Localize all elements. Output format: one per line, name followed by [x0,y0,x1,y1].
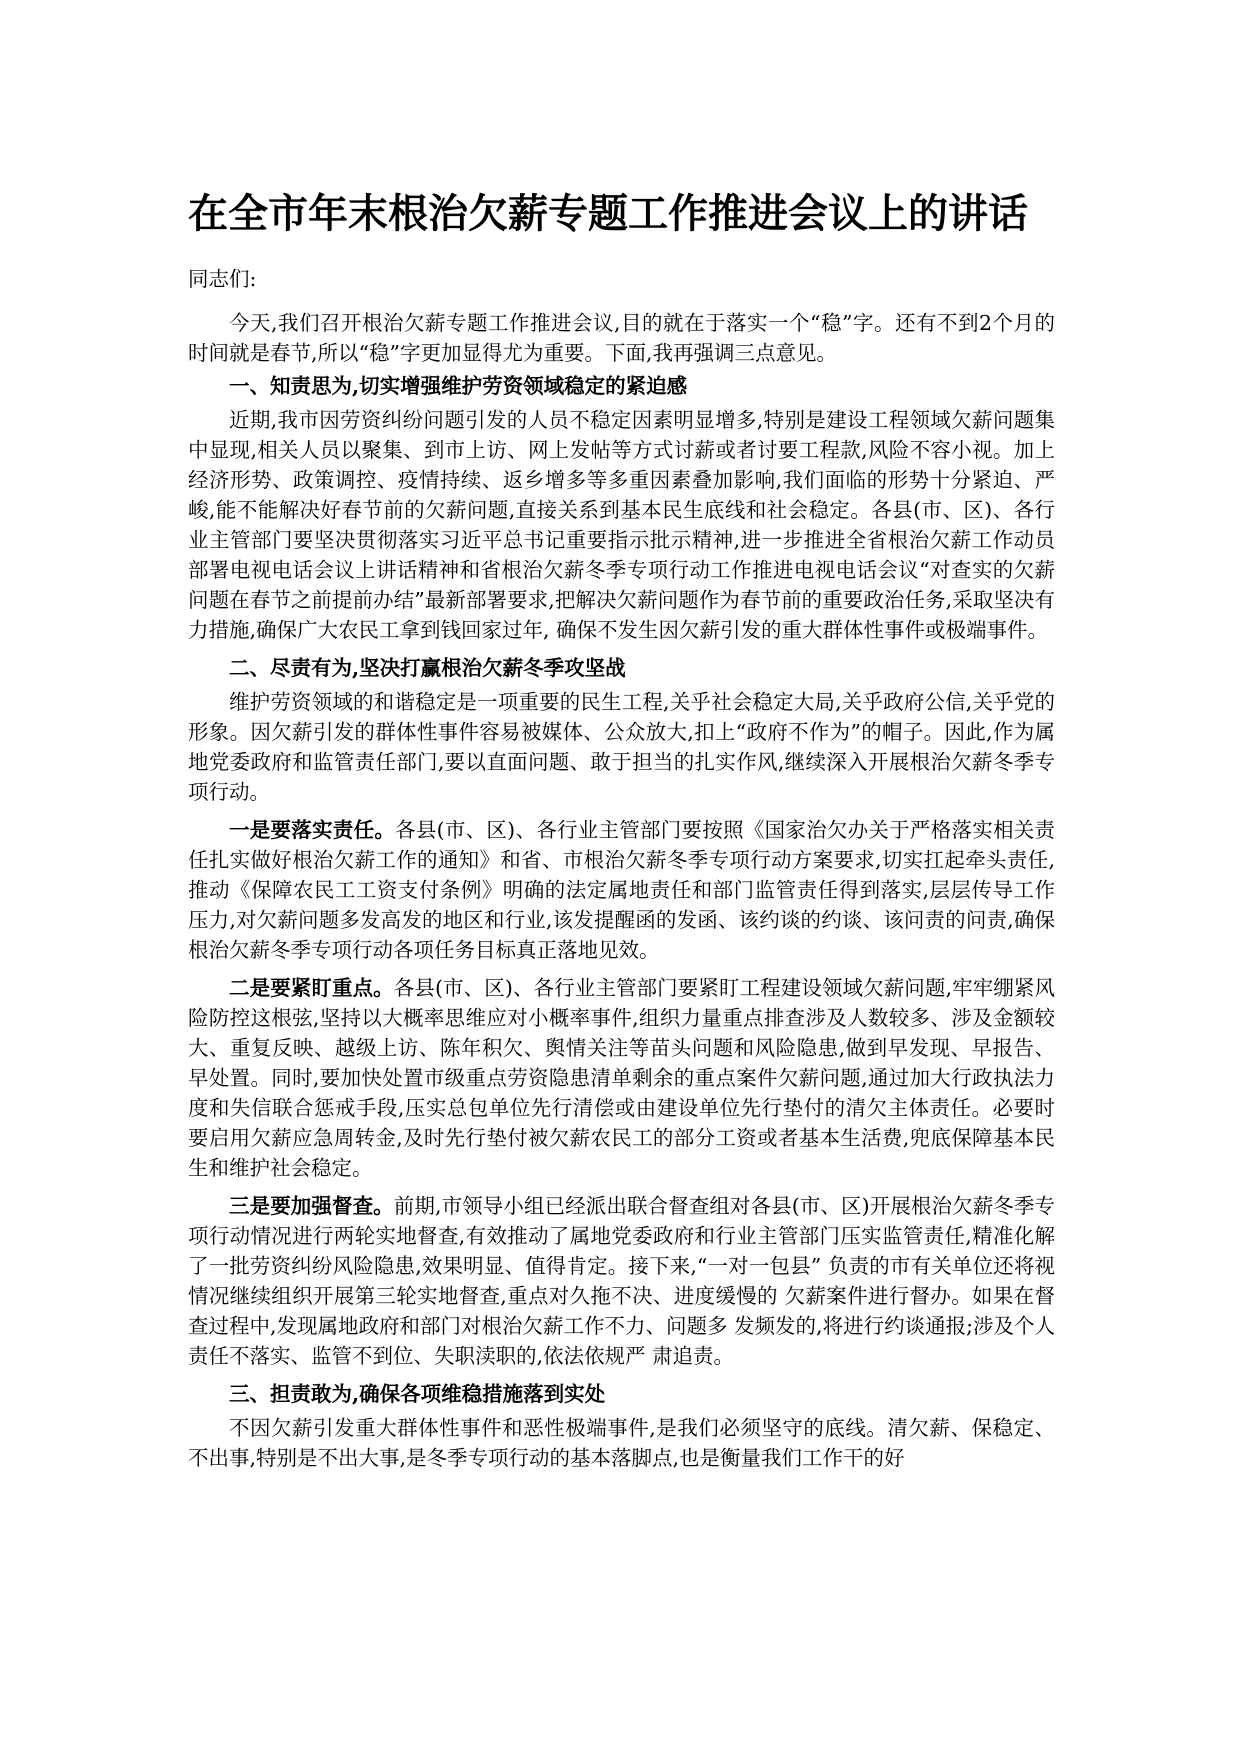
intro-paragraph: 今天,我们召开根治欠薪专题工作推进会议,目的就在于落实一个“稳”字。还有不到2个月的时间就是春节,所以“稳”字更加显得尤为重要。下面,我再强调三点意见。 [188,311,1055,365]
item-2-body: 各县(市、区)、各行业主管部门要紧盯工程建设领域欠薪问题,牢牢绷紧风险防控这根弦,坚持以大概率思维应对小概率事件,组织力量重点排查涉及人数较多、涉及金额较大、重复反映、越级上访、陈年积欠、舆情关注等苗头问题和风险隐患,做到早发现、早报告、早处置。同时,要加快处置市级重点劳资隐患清单剩余的重点案件欠薪问题,通过加大行政执法力度和失信联合惩戒手段,压实总包单位先行清偿或由建设单位先行垫付的清欠主体责任。必要时要启用欠薪应急周转金,及时先行垫付被欠薪农民工的部分工资或者基本生活费,兜底保障基本民生和维护社会稳定。 [188,976,1055,1180]
document-title: 在全市年末根治欠薪专题工作推进会议上的讲话 [188,190,1028,237]
section-2-item-2 [188,973,1055,1183]
section-2-item-3 [188,1191,1055,1371]
section-2-item-1 [188,815,1055,965]
section-2-heading: 二、尽责有为,坚决打赢根治欠薪冬季攻坚战 [229,656,626,680]
item-1-lead: 一是要落实责任。 [229,818,396,842]
section-1-paragraph: 近期,我市因劳资纠纷问题引发的人员不稳定因素明显增多,特别是建设工程领域欠薪问题集中显现,相关人员以聚集、到市上访、网上发帖等方式讨薪或者讨要工程款,风险不容小视。加上经济形势、政策调控、疫情持续、返乡增多等多重因素叠加影响,我们面临的形势十分紧迫、严峻,能不能解决好春节前的欠薪问题,直接关系到基本民生底线和社会稳定。各县(市、区)、各行业主管部门要坚决贯彻落实习近平总书记重要指示批示精神,进一步推进全省根治欠薪工作动员部署电视电话会议上讲话精神和省根治欠薪冬季专项行动工作推进电视电话会议“对查实的欠薪问题在春节之前提前办结”最新部署要求,把解决欠薪问题作为春节前的重要政治任务,采取坚决有力措施,确保广大农民工拿到钱回家过年, 确保不发生因欠薪引发的重大群体性事件或极端事件。 [188,408,1055,642]
item-1-body: 各县(市、区)、各行业主管部门要按照《国家治欠办关于严格落实相关责任扎实做好根治欠薪工作的通知》和省、市根治欠薪冬季专项行动方案要求,切实扛起牵头责任,推动《保障农民工工资支付条例》明确的法定属地责任和部门监管责任得到落实,层层传导工作压力,对欠薪问题多发高发的地区和行业,该发提醒函的发函、该约谈的约谈、该问责的问责,确保根治欠薪冬季专项行动各项任务目标真正落地见效。 [188,818,1056,962]
section-1-heading: 一、知责思为,切实增强维护劳资领域稳定的紧迫感 [229,374,688,398]
salutation: 同志们: [188,267,257,291]
section-3-heading: 三、担责敢为,确保各项维稳措施落到实处 [229,1382,606,1406]
item-3-body: 前期,市领导小组已经派出联合督查组对各县(市、区)开展根治欠薪冬季专项行动情况进行两轮实地督查,有效推动了属地党委政府和行业主管部门压实监管责任,精准化解了一批劳资纠纷风险隐患,效果明显、值得肯定。接下来,“一对一包县” 负责的市有关单位还将视情况继续组织开展第三轮实地督查,重点对久拖不决、进度缓慢的 欠薪案件进行督办。如果在督查过程中,发现属地政府和部门对根治欠薪工作不力、问题多 发频发的,将进行约谈通报;涉及个人责任不落实、监管不到位、失职渎职的,依法依规严 肃追责。 [188,1194,1055,1368]
section-2-paragraph: 维护劳资领域的和谐稳定是一项重要的民生工程,关乎社会稳定大局,关乎政府公信,关乎党的形象。因欠薪引发的群体性事件容易被媒体、公众放大,扣上“政府不作为”的帽子。因此,作为属地党委政府和监管责任部门,要以直面问题、敢于担当的扎实作风,继续深入开展根治欠薪冬季专项行动。 [188,690,1055,804]
item-2-lead: 二是要紧盯重点。 [229,976,394,1000]
document-page [188,190,1055,1473]
item-3-lead: 三是要加强督查。 [229,1194,394,1218]
section-3-paragraph: 不因欠薪引发重大群体性事件和恶性极端事件,是我们必须坚守的底线。清欠薪、保稳定、不出事,特别是不出大事,是冬季专项行动的基本落脚点,也是衡量我们工作干的好 [188,1416,1055,1470]
